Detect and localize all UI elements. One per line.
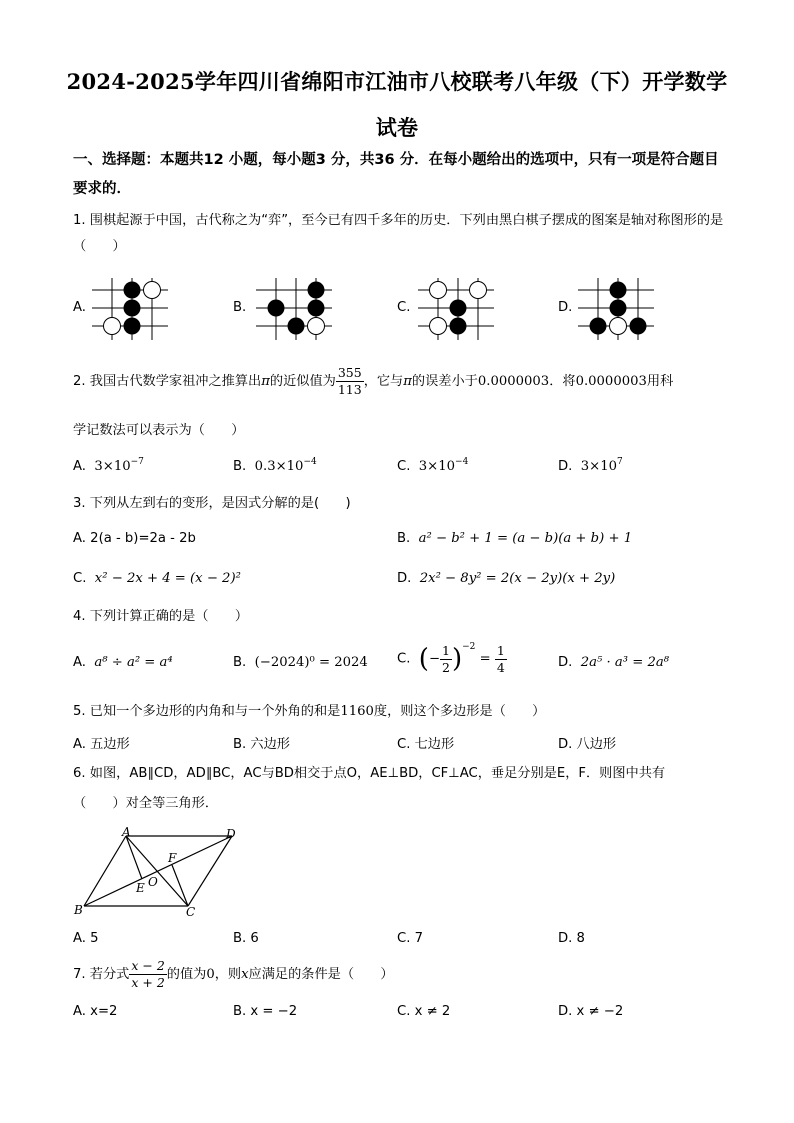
q3-option-c: C. x² − 2x + 4 = (x − 2)²: [73, 571, 241, 586]
question-6-line1: 6. 如图，AB∥CD，AD∥BC，AC与BD相交于点O，AE⊥BD，CF⊥AC，垂足分别是E，F．则图中共有: [73, 766, 666, 781]
q1-option-a-figure: [90, 276, 170, 342]
point-c-label: C: [186, 905, 196, 919]
white-stone: [104, 318, 121, 335]
black-stone: [308, 282, 325, 299]
black-stone: [610, 282, 627, 299]
white-stone: [470, 282, 487, 299]
q1-option-a-label: A.: [73, 300, 86, 315]
white-stone: [430, 318, 447, 335]
q4-option-c: C. (− $\frac{1}{2}$ )$^{-2}$ = $\frac{1}{4}$: [397, 642, 505, 675]
white-stone: [610, 318, 627, 335]
exam-title-line1: 2024-2025学年四川省绵阳市江油市八校联考八年级（下）开学数学: [66, 69, 728, 94]
q6-option-c: C. 7: [397, 931, 423, 946]
question-4-text: 4. 下列计算正确的是（ ）: [73, 609, 249, 624]
black-stone: [288, 318, 305, 335]
black-stone: [590, 318, 607, 335]
point-d-label: D: [226, 827, 236, 841]
question-6-line2: （ ）对全等三角形．: [73, 796, 219, 811]
q1-option-b-label: B.: [233, 300, 247, 315]
black-stone: [268, 300, 285, 317]
q4-option-b: B. (−2024)⁰ = 2024: [233, 655, 368, 670]
q7-option-d: D. x ≠ −2: [558, 1004, 624, 1019]
point-a-label: A: [122, 825, 131, 839]
q2-option-c: C. $3\times 10^{-4}$: [397, 457, 469, 474]
q1-option-d-figure: [576, 276, 656, 342]
q5-option-b: B. 六边形: [233, 737, 290, 752]
q3-option-d: D. 2x² − 8y² = 2(x − 2y)(x + 2y): [397, 571, 616, 586]
white-stone: [430, 282, 447, 299]
point-f-label: F: [168, 851, 177, 865]
black-stone: [610, 300, 627, 317]
q1-option-c-figure: [416, 276, 496, 342]
q3-option-b: B. a² − b² + 1 = (a − b)(a + b) + 1: [397, 531, 633, 546]
q1-option-c-label: C.: [397, 300, 411, 315]
point-e-label: E: [136, 881, 145, 895]
black-stone: [124, 282, 141, 299]
point-b-label: B: [74, 903, 83, 917]
black-stone: [630, 318, 647, 335]
question-1-text: 1. 围棋起源于中国，古代称之为“弈”，至今已有四千多年的历史．下列由黑白棋子摆成的图案是轴对称图形的是（ ）: [73, 213, 724, 254]
question-3-text: 3. 下列从左到右的变形，是因式分解的是( ): [73, 496, 351, 511]
q6-option-a: A. 5: [73, 931, 99, 946]
exam-title-line2: 试卷: [375, 115, 419, 140]
q6-option-b: B. 6: [233, 931, 259, 946]
q1-option-d-label: D.: [558, 300, 573, 315]
q2-option-a: A. $3\times 10^{-7}$: [73, 457, 144, 474]
section-heading: 一、选择题：本题共12 小题，每小题3 分，共36 分．在每小题给出的选项中，只有一项是符合题目要求的．: [73, 152, 719, 197]
q7-option-a: A. x=2: [73, 1004, 118, 1019]
q6-parallelogram-diagram: [70, 824, 250, 920]
q2-option-b: B. $0.3\times 10^{-4}$: [233, 457, 317, 474]
black-stone: [450, 318, 467, 335]
black-stone: [450, 300, 467, 317]
question-5-text: 5. 已知一个多边形的内角和与一个外角的和是1160度，则这个多边形是（ ）: [73, 704, 546, 719]
q3-option-a: A. 2(a - b)=2a - 2b: [73, 531, 196, 546]
question-2-line2: 学记数法可以表示为（ ）: [73, 423, 245, 438]
white-stone: [144, 282, 161, 299]
q7-option-b: B. x = −2: [233, 1004, 298, 1019]
black-stone: [308, 300, 325, 317]
question-7-text: 7. 若分式 $\frac{x - 2}{x + 2}$ 的值为0，则x应满足的条件是（ ）: [73, 957, 394, 990]
q6-option-d: D. 8: [558, 931, 585, 946]
q4-option-d: D. 2a⁵ · a³ = 2a⁸: [558, 655, 669, 670]
question-2-line1: 2. 我国古代数学家祖冲之推算出π的近似值为 $\frac{355}{113}$ ，它与π的误差小于0.0000003．将0.0000003用科: [73, 364, 674, 397]
q5-option-a: A. 五边形: [73, 737, 130, 752]
q7-option-c: C. x ≠ 2: [397, 1004, 451, 1019]
point-o-label: O: [148, 875, 158, 889]
q4-option-a: A. a⁸ ÷ a² = a⁴: [73, 655, 173, 670]
white-stone: [308, 318, 325, 335]
q2-option-d: D. $3\times 10^7$: [558, 457, 623, 474]
black-stone: [124, 300, 141, 317]
q1-option-b-figure: [254, 276, 334, 342]
q5-option-d: D. 八边形: [558, 737, 617, 752]
black-stone: [124, 318, 141, 335]
q5-option-c: C. 七边形: [397, 737, 455, 752]
